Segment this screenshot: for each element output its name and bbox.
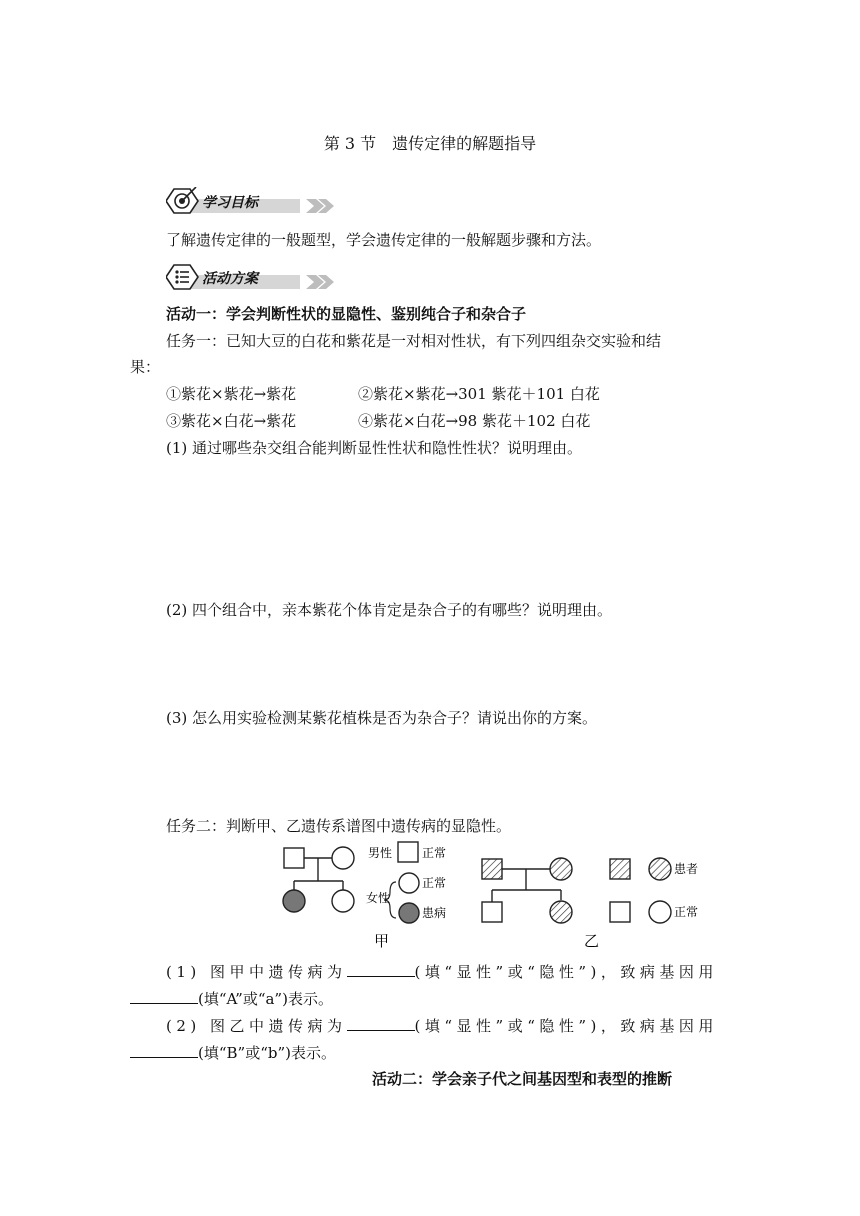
activity2-heading: 活动二：学会亲子代之间基因型和表型的推断 xyxy=(372,1070,673,1088)
legend-yi-female-patient xyxy=(649,858,671,880)
fill-q1-blank-1[interactable] xyxy=(347,962,415,977)
jia-father xyxy=(284,848,304,868)
cross-2: ②紫花×紫花→301 紫花＋101 白花 xyxy=(358,385,600,403)
legend-yi-female-normal xyxy=(649,901,671,923)
yi-mother-affected xyxy=(550,858,572,880)
fill-q1-text-a: (1) 图甲中遗传病为 xyxy=(166,963,347,981)
pedigree-yi-label: 乙 xyxy=(584,932,600,950)
question-1: (1) 通过哪些杂交组合能判断显性性状和隐性性状？说明理由。 xyxy=(166,439,583,457)
cross-1: ①紫花×紫花→紫花 xyxy=(166,385,297,403)
legend-yi-male-normal xyxy=(610,902,630,922)
question-2: (2) 四个组合中，亲本紫花个体肯定是杂合子的有哪些？说明理由。 xyxy=(166,601,613,619)
cross-3: ③紫花×白花→紫花 xyxy=(166,412,297,430)
question-3: (3) 怎么用实验检测某紫花植株是否为杂合子？请说出你的方案。 xyxy=(166,709,598,727)
legend-male-normal-label: 正常 xyxy=(422,846,447,860)
fill-q2-text-c: (填“B”或“b”)表示。 xyxy=(198,1044,337,1062)
yi-son-normal xyxy=(482,902,502,922)
task1-line1: 任务一：已知大豆的白花和紫花是一对相对性状，有下列四组杂交实验和结 xyxy=(166,332,662,350)
page-title: 第 3 节 遗传定律的解题指导 xyxy=(323,134,537,153)
fill-q1-blank-2[interactable] xyxy=(130,989,198,1004)
legend-male-label: 男性 xyxy=(368,846,393,860)
fill-question-1-line1 xyxy=(166,961,718,982)
fill-question-1-line2 xyxy=(130,988,333,1009)
fill-q2-text-b: (填“显性”或“隐性”)，致病基因用 xyxy=(414,1017,718,1035)
pedigree-jia-label: 甲 xyxy=(374,932,390,950)
task1-line2: 果： xyxy=(130,358,161,376)
goals-banner xyxy=(166,187,341,215)
task2-text: 任务二：判断甲、乙遗传系谱图中遗传病的显隐性。 xyxy=(166,817,512,835)
legend-yi-patient-label: 患者 xyxy=(674,862,699,876)
goals-heading: 学习目标 xyxy=(202,195,258,211)
legend-male-normal xyxy=(398,842,418,862)
yi-father-affected xyxy=(482,859,502,879)
pedigree-yi xyxy=(482,858,671,923)
fill-q2-text-a: (2) 图乙中遗传病为 xyxy=(166,1017,347,1035)
legend-female-normal-label: 正常 xyxy=(422,876,447,890)
yi-daughter-affected xyxy=(550,901,572,923)
fill-q1-text-c: (填“A”或“a”)表示。 xyxy=(198,990,333,1008)
jia-mother xyxy=(332,847,354,869)
legend-female-affected xyxy=(399,903,419,923)
legend-yi-normal-label: 正常 xyxy=(674,905,699,919)
jia-daughter-normal xyxy=(332,890,354,912)
fill-q1-text-b: (填“显性”或“隐性”)，致病基因用 xyxy=(414,963,718,981)
legend-female-normal xyxy=(399,873,419,893)
legend-yi-male-patient xyxy=(610,859,630,879)
fill-q2-blank-1[interactable] xyxy=(347,1016,415,1031)
plan-banner xyxy=(166,263,341,291)
cross-4: ④紫花×白花→98 紫花＋102 白花 xyxy=(358,412,591,430)
activity1-heading: 活动一：学会判断性状的显隐性、鉴别纯合子和杂合子 xyxy=(166,305,527,323)
legend-female-sick-label: 患病 xyxy=(422,906,447,920)
fill-question-2-line2 xyxy=(130,1042,336,1063)
pedigree-diagrams xyxy=(270,838,720,950)
legend-female-label: 女性 xyxy=(366,891,391,905)
goals-text: 了解遗传定律的一般题型，学会遗传定律的一般解题步骤和方法。 xyxy=(166,231,602,249)
pedigree-jia xyxy=(283,842,419,923)
jia-daughter-affected xyxy=(283,890,305,912)
plan-heading: 活动方案 xyxy=(202,271,258,287)
fill-question-2-line1 xyxy=(166,1015,718,1036)
fill-q2-blank-2[interactable] xyxy=(130,1043,198,1058)
